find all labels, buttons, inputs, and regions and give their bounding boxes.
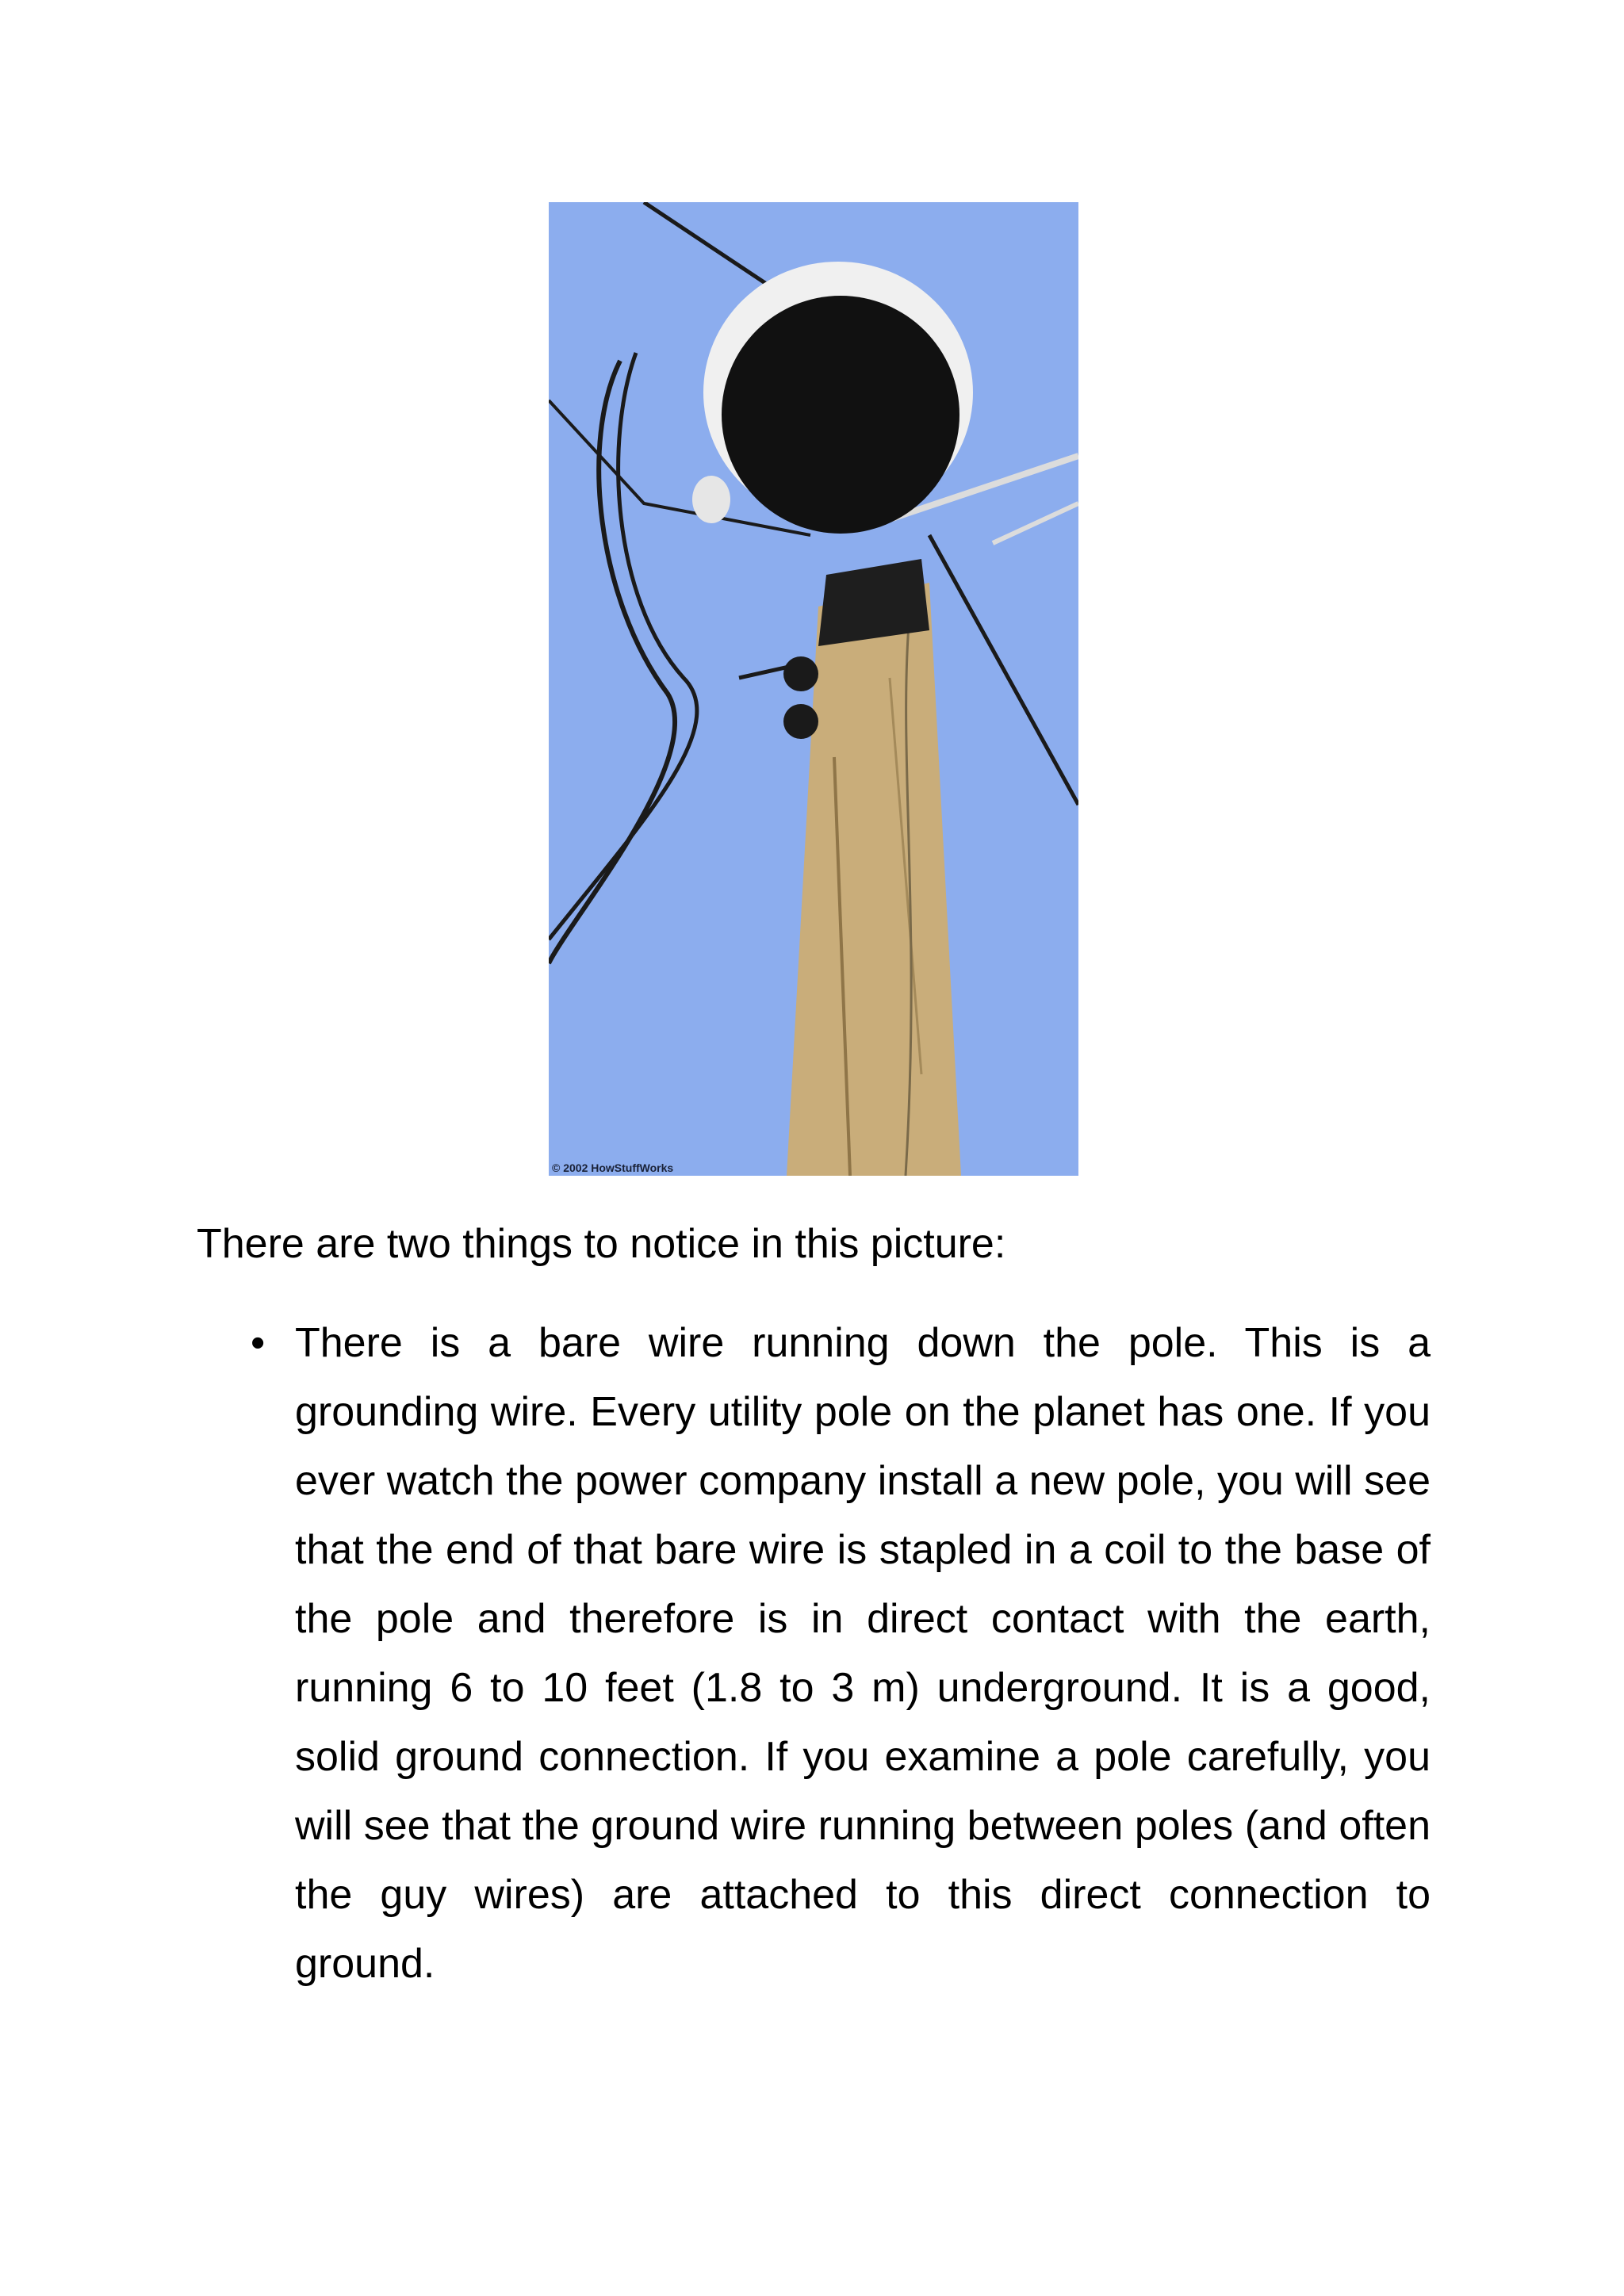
bullet-marker: • — [251, 1320, 266, 1366]
intro-paragraph: There are two things to notice in this picture: — [197, 1221, 1006, 1267]
bullet-text: There is a bare wire running down the pole. This is a grounding wire. Every utility pole on the planet has one. If you ever watch the power company install a new pole, you will see that the end of that bare wire is stapled in a coil to the base of the pole and therefore is in direct contact with the earth, running 6 to 10 feet (1.8 to 3 m) underground. It is a good, solid ground connection. If you examine a pole carefully, you will see that the ground wire running between poles (and often the guy wires) are attached to this direct connection to ground. — [295, 1320, 1431, 1987]
utility-pole-illustration — [549, 202, 1078, 1176]
photo-credit: © 2002 HowStuffWorks — [552, 1161, 674, 1174]
list-item — [251, 1309, 1431, 1999]
utility-pole-photo — [549, 202, 1078, 1176]
bullet-list — [251, 1309, 1431, 1999]
